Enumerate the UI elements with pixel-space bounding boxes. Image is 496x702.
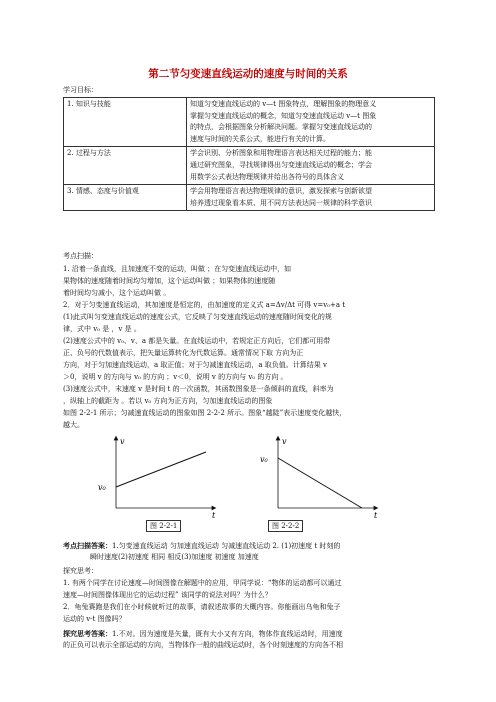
goal-line: 学会用物理语言表达物理规律的意识，激发探索与创新欲望 (190, 187, 372, 196)
scan-line: 果物体的速度随着时间均匀增加，这个运动叫做 ；如果物体的速度随 (63, 277, 276, 285)
explore-line: 速度—时间图像体现出它的运动过程” 该同学的说法对吗？为什么？ (63, 591, 272, 599)
goal-description (187, 185, 435, 211)
goal-line: 速度与时间的关系公式，能进行有关的计算。 (190, 134, 330, 143)
answers-text: 1.匀变速直线运动 匀加速直线运动 匀减速直线运动 2. (1)初速度 t 时刻的 (112, 542, 341, 550)
table-row (64, 185, 435, 211)
scan-line: (3)速度公式中，末速度 v 是时间 t 的一次函数，其函数图象是一条倾斜的直线，斜率为 (63, 385, 334, 393)
explore-answers-label: 探究思考答案： (63, 629, 112, 638)
goal-description (187, 147, 435, 185)
scan-line: 律，式中 v₀ 是 ，v 是 。 (63, 325, 141, 333)
scan-line: (2)速度公式中的 v₀、v、a 都是矢量。在直线运动中，若规定正方向后，它们都可用带 (63, 337, 331, 345)
figure-2-2-2 (250, 432, 390, 522)
goal-line: 的特点，会根据图象分析解决问题。掌握匀变速直线运动的 (190, 123, 372, 132)
goal-line: 通过研究图象，寻找规律得出匀变速直线运动的概念；学会 (190, 160, 372, 169)
goal-category: 3. 情感、态度与价值观 (64, 185, 187, 211)
scan-label: 考点扫描： (63, 252, 98, 260)
answers-label: 考点扫描答案： (63, 541, 112, 550)
scan-line: 1. 沿着一条直线，且加速度不变的运动，叫做 ；在匀变速直线运动中，如 (63, 265, 292, 273)
v0-label: v₀ (98, 483, 106, 492)
goal-description (187, 98, 435, 147)
figure-caption: 图 2-2-1 (146, 520, 181, 532)
table-row (64, 147, 435, 185)
answers-paragraph (63, 540, 340, 553)
explore-line: 1. 有两个同学在讨论速度—时间图像在解题中的应用，甲同学说：“物体的运动都可以通过 (63, 579, 342, 587)
explore-answers-text: 1.不对。因为速度是矢量，既有大小又有方向，物体作直线运动时，用速度 (112, 630, 343, 638)
explore-answers-text: 的正负可以表示全部运动的方向，当物体作一般的曲线运动时，各个时刻速度的方向各不相 (63, 641, 343, 649)
y-axis-label: v (282, 437, 287, 446)
goal-line: 培养透过现象看本质、用不同方法表达同一规律的科学意识 (190, 198, 372, 207)
goals-table (63, 97, 435, 211)
goal-line: 掌握匀变速直线运动的概念，知道匀变速直线运动 v—t 图象 (190, 111, 377, 120)
goal-line: 知道匀变速直线运动的 v—t 图象特点，理解图象的物理意义 (190, 100, 377, 108)
explore-line: 运动的 v-t 图像吗？ (63, 615, 126, 623)
scan-line: 如图 2-2-1 所示；匀减速直线运动的图象如图 2-2-2 所示。图象“越陡”表示速度变化越快， (63, 409, 347, 417)
scan-line: 越大。 (63, 421, 84, 429)
x-axis-label: t (212, 511, 216, 520)
velocity-line-decreasing (278, 458, 362, 508)
velocity-line-increasing (116, 452, 206, 487)
scan-line: ，纵轴上的截距为 。若以 v₀ 方向为正方向，匀加速直线运动的图象 (63, 397, 273, 405)
scan-line: 正、负号的代数值表示，把矢量运算转化为代数运算。通常情况下取 方向为正 (63, 349, 304, 357)
explore-answers-paragraph (63, 628, 343, 641)
scan-line: 2．对于匀变速直线运动，其加速度是恒定的，由加速度的定义式 a=Δv/Δt 可得 v=v₀+a t (63, 301, 346, 309)
x-axis-label: t (374, 511, 378, 520)
explore-label: 探究思考： (63, 567, 98, 575)
goal-category: 1. 知识与技能 (64, 98, 187, 147)
explore-line: 2．龟兔赛跑是我们在小时候就听过的故事，请叙述故事的大概内容。你能画出乌龟和兔子 (63, 603, 341, 611)
page-title: 第二节匀变速直线运动的速度与时间的关系 (148, 68, 348, 80)
scan-line: 着时间均匀减小，这个运动叫做 。 (63, 289, 171, 297)
scan-line: (1)此式叫匀变速直线运动的速度公式，它反映了匀变速直线运动的速度随时间变化的规 (63, 313, 332, 321)
figure-2-2-1 (88, 432, 228, 522)
y-axis-label: v (120, 437, 125, 446)
goals-label: 学习目标： (63, 86, 98, 94)
scan-line: 方向，对于匀加速直线运动，a 取正值；对于匀减速直线运动，a 取负值。计算结果 v (63, 361, 327, 369)
answers-text: 瞬时速度(2)初速度 相同 相反(3)加速度 初速度 加速度 (90, 553, 259, 561)
v0-label: v₀ (260, 455, 268, 464)
goal-line: 用数学公式表达物理规律并给出各符号的具体含义 (190, 172, 344, 181)
figure-caption: 图 2-2-2 (268, 520, 303, 532)
scan-line: ＞0，说明 v 的方向与 v₀ 的方向 ；v＜0，说明 v 的方向与 v₀ 的方向 。 (63, 373, 288, 381)
goal-category: 2. 过程与方法 (64, 147, 187, 185)
table-row (64, 98, 435, 147)
goal-line: 学会识别、分析图象和用物理语言表达相关过程的能力；能 (190, 149, 372, 158)
